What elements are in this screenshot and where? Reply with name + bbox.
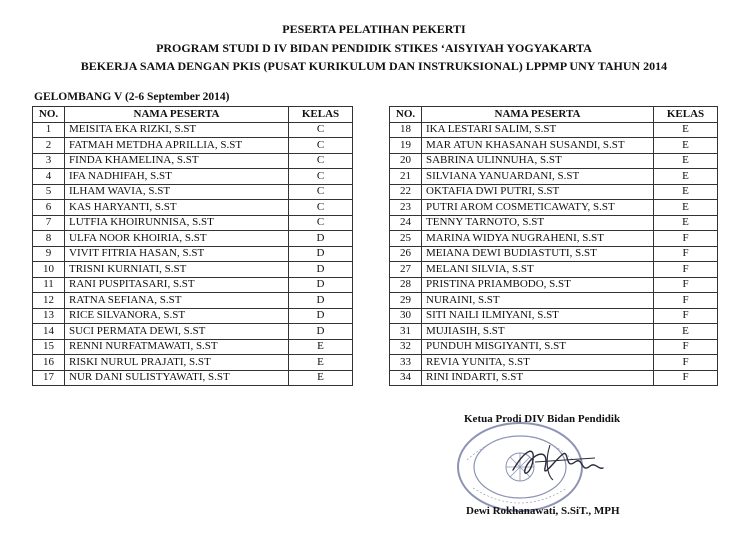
participant-class: C — [289, 184, 353, 200]
table-row — [33, 153, 353, 169]
row-number: 12 — [33, 293, 65, 309]
participant-name: MEIANA DEWI BUDIASTUTI, S.ST — [422, 246, 654, 262]
participant-class: E — [289, 370, 353, 386]
column-header-kelas: KELAS — [289, 107, 353, 123]
row-number: 18 — [390, 122, 422, 138]
participant-name: FINDA KHAMELINA, S.ST — [65, 153, 289, 169]
participant-name: MAR ATUN KHASANAH SUSANDI, S.ST — [422, 138, 654, 154]
participant-class: F — [654, 339, 718, 355]
row-number: 22 — [390, 184, 422, 200]
participant-name: MEISITA EKA RIZKI, S.ST — [65, 122, 289, 138]
row-number: 26 — [390, 246, 422, 262]
participant-class: D — [289, 308, 353, 324]
table-row — [33, 277, 353, 293]
participant-class: F — [654, 277, 718, 293]
participant-name: RICE SILVANORA, S.ST — [65, 308, 289, 324]
participant-class: E — [654, 184, 718, 200]
participant-class: F — [654, 262, 718, 278]
participant-class: E — [654, 122, 718, 138]
table-row — [390, 169, 718, 185]
participant-name: RINI INDARTI, S.ST — [422, 370, 654, 386]
table-row — [33, 184, 353, 200]
participant-name: SUCI PERMATA DEWI, S.ST — [65, 324, 289, 340]
table-row — [390, 370, 718, 386]
row-number: 27 — [390, 262, 422, 278]
row-number: 2 — [33, 138, 65, 154]
row-number: 32 — [390, 339, 422, 355]
table-row — [390, 153, 718, 169]
row-number: 6 — [33, 200, 65, 216]
participant-name: SILVIANA YANUARDANI, S.ST — [422, 169, 654, 185]
participant-name: NUR DANI SULISTYAWATI, S.ST — [65, 370, 289, 386]
table-row — [390, 339, 718, 355]
participant-name: TRISNI KURNIATI, S.ST — [65, 262, 289, 278]
row-number: 34 — [390, 370, 422, 386]
participant-class: E — [654, 324, 718, 340]
row-number: 13 — [33, 308, 65, 324]
table-row — [390, 246, 718, 262]
participant-class: E — [289, 355, 353, 371]
participant-class: D — [289, 277, 353, 293]
participant-name: REVIA YUNITA, S.ST — [422, 355, 654, 371]
participant-class: E — [654, 215, 718, 231]
table-row — [33, 370, 353, 386]
participant-name: IKA LESTARI SALIM, S.ST — [422, 122, 654, 138]
row-number: 33 — [390, 355, 422, 371]
participant-name: ILHAM WAVIA, S.ST — [65, 184, 289, 200]
participant-class: C — [289, 153, 353, 169]
participant-name: PUNDUH MISGIYANTI, S.ST — [422, 339, 654, 355]
participant-name: TENNY TARNOTO, S.ST — [422, 215, 654, 231]
row-number: 15 — [33, 339, 65, 355]
group-label: GELOMBANG V (2-6 September 2014) — [34, 91, 230, 103]
table-row — [33, 308, 353, 324]
participant-table-left — [32, 106, 353, 386]
row-number: 9 — [33, 246, 65, 262]
row-number: 4 — [33, 169, 65, 185]
participant-class: E — [289, 339, 353, 355]
participant-class: C — [289, 122, 353, 138]
participant-class: F — [654, 293, 718, 309]
participant-class: F — [654, 355, 718, 371]
column-header-name: NAMA PESERTA — [65, 107, 289, 123]
participant-class: E — [654, 138, 718, 154]
participant-name: MELANI SILVIA, S.ST — [422, 262, 654, 278]
table-row — [33, 215, 353, 231]
table-row — [390, 308, 718, 324]
table-row — [33, 138, 353, 154]
participant-name: RANI PUSPITASARI, S.ST — [65, 277, 289, 293]
table-row — [390, 231, 718, 247]
participant-class: D — [289, 246, 353, 262]
participant-name: SITI NAILI ILMIYANI, S.ST — [422, 308, 654, 324]
participant-name: LUTFIA KHOIRUNNISA, S.ST — [65, 215, 289, 231]
participant-class: E — [654, 169, 718, 185]
document-subtitle-2: BEKERJA SAMA DENGAN PKIS (PUSAT KURIKULUM DAN INSTRUKSIONAL) LPPMP UNY TAHUN 2014 — [80, 59, 668, 73]
participant-class: C — [289, 200, 353, 216]
participant-class: F — [654, 308, 718, 324]
row-number: 23 — [390, 200, 422, 216]
document-subtitle: PROGRAM STUDI D IV BIDAN PENDIDIK STIKES ‘AISYIYAH YOGYAKARTA — [156, 41, 592, 55]
participant-name: OKTAFIA DWI PUTRI, S.ST — [422, 184, 654, 200]
column-header-no: NO. — [33, 107, 65, 123]
row-number: 14 — [33, 324, 65, 340]
participant-name: RISKI NURUL PRAJATI, S.ST — [65, 355, 289, 371]
table-row — [390, 200, 718, 216]
table-row — [390, 277, 718, 293]
table-row — [390, 324, 718, 340]
row-number: 29 — [390, 293, 422, 309]
row-number: 11 — [33, 277, 65, 293]
participant-table-right — [389, 106, 718, 386]
participant-name: ULFA NOOR KHOIRIA, S.ST — [65, 231, 289, 247]
participant-name: IFA NADHIFAH, S.ST — [65, 169, 289, 185]
participant-class: C — [289, 138, 353, 154]
row-number: 20 — [390, 153, 422, 169]
table-row — [390, 355, 718, 371]
row-number: 1 — [33, 122, 65, 138]
participant-name: FATMAH METDHA APRILLIA, S.ST — [65, 138, 289, 154]
document-title: PESERTA PELATIHAN PEKERTI — [282, 22, 466, 36]
row-number: 7 — [33, 215, 65, 231]
table-row — [33, 293, 353, 309]
participant-class: D — [289, 324, 353, 340]
participant-name: RATNA SEFIANA, S.ST — [65, 293, 289, 309]
table-row — [390, 184, 718, 200]
participant-class: E — [654, 153, 718, 169]
signatory-name: Dewi Rokhanawati, S.SiT., MPH — [466, 505, 620, 517]
column-header-kelas: KELAS — [654, 107, 718, 123]
table-row — [33, 231, 353, 247]
table-row — [33, 262, 353, 278]
participant-name: PRISTINA PRIAMBODO, S.ST — [422, 277, 654, 293]
participant-class: D — [289, 231, 353, 247]
row-number: 10 — [33, 262, 65, 278]
participant-class: C — [289, 215, 353, 231]
table-row — [33, 122, 353, 138]
table-row — [33, 200, 353, 216]
table-row — [33, 324, 353, 340]
table-header-row — [390, 107, 718, 123]
participant-class: D — [289, 262, 353, 278]
table-row — [33, 339, 353, 355]
participant-class: C — [289, 169, 353, 185]
table-row — [390, 215, 718, 231]
table-row — [390, 293, 718, 309]
row-number: 25 — [390, 231, 422, 247]
row-number: 17 — [33, 370, 65, 386]
table-row — [33, 246, 353, 262]
participant-class: E — [654, 200, 718, 216]
participant-name: SABRINA ULINNUHA, S.ST — [422, 153, 654, 169]
row-number: 5 — [33, 184, 65, 200]
participant-name: NURAINI, S.ST — [422, 293, 654, 309]
row-number: 8 — [33, 231, 65, 247]
participant-name: VIVIT FITRIA HASAN, S.ST — [65, 246, 289, 262]
participant-name: RENNI NURFATMAWATI, S.ST — [65, 339, 289, 355]
participant-class: F — [654, 231, 718, 247]
handwritten-signature — [505, 440, 605, 485]
row-number: 30 — [390, 308, 422, 324]
row-number: 24 — [390, 215, 422, 231]
table-row — [33, 355, 353, 371]
signature-title: Ketua Prodi DIV Bidan Pendidik — [464, 413, 621, 425]
participant-name: PUTRI AROM COSMETICAWATY, S.ST — [422, 200, 654, 216]
table-row — [390, 138, 718, 154]
column-header-no: NO. — [390, 107, 422, 123]
table-row — [33, 169, 353, 185]
row-number: 31 — [390, 324, 422, 340]
participant-name: MARINA WIDYA NUGRAHENI, S.ST — [422, 231, 654, 247]
table-row — [390, 122, 718, 138]
column-header-name: NAMA PESERTA — [422, 107, 654, 123]
row-number: 16 — [33, 355, 65, 371]
row-number: 21 — [390, 169, 422, 185]
participant-class: F — [654, 370, 718, 386]
row-number: 19 — [390, 138, 422, 154]
table-header-row — [33, 107, 353, 123]
row-number: 3 — [33, 153, 65, 169]
participant-class: F — [654, 246, 718, 262]
row-number: 28 — [390, 277, 422, 293]
table-row — [390, 262, 718, 278]
participant-class: D — [289, 293, 353, 309]
participant-name: KAS HARYANTI, S.ST — [65, 200, 289, 216]
participant-name: MUJIASIH, S.ST — [422, 324, 654, 340]
